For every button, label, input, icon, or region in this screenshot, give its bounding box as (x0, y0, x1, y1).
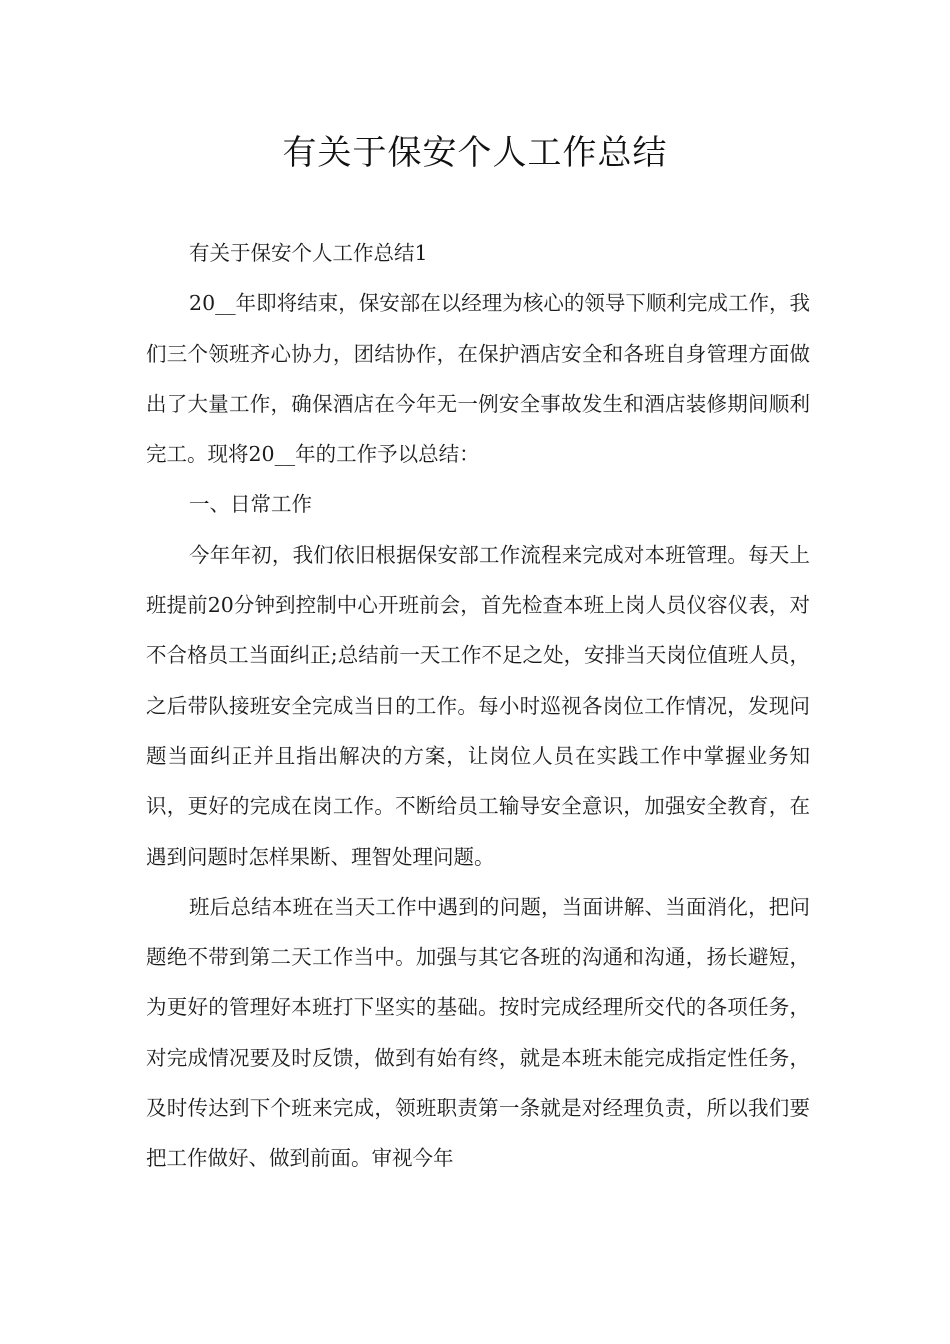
section-heading: 有关于保安个人工作总结1 (189, 241, 428, 265)
paragraph: 今年年初，我们依旧根据保安部工作流程来完成对本班管理。每天上班提前20分钟到控制中心开班前会，首先检查本班上岗人员仪容仪表，对不合格员工当面纠正;总结前一天工作不足之处，安排当天岗位值班人员，之后带队接班安全完成当日的工作。每小时巡视各岗位工作情况，发现问题当面纠正并且指出解决的方案，让岗位人员在实践工作中掌握业务知识，更好的完成在岗工作。不断给员工输导安全意识，加强安全教育，在遇到问题时怎样果断、理智处理问题。 (146, 542, 810, 869)
paragraph: 班后总结本班在当天工作中遇到的问题，当面讲解、当面消化，把问题绝不带到第二天工作当中。加强与其它各班的沟通和沟通，扬长避短，为更好的管理好本班打下坚实的基础。按时完成经理所交代的各项任务，对完成情况要及时反馈，做到有始有终，就是本班未能完成指定性任务，及时传达到下个班来完成，领班职责第一条就是对经理负责，所以我们要把工作做好、做到前面。审视今年 (146, 894, 810, 1171)
document-body (146, 228, 810, 1184)
section-heading: 一、日常工作 (189, 492, 313, 517)
paragraph: 20__年即将结束，保安部在以经理为核心的领导下顺利完成工作，我们三个领班齐心协力，团结协作，在保护酒店安全和各班自身管理方面做出了大量工作，确保酒店在今年无一例安全事故发生和酒店装修期间顺利完工。现将20__年的工作予以总结： (146, 291, 810, 467)
document-title: 有关于保安个人工作总结 (282, 133, 668, 173)
